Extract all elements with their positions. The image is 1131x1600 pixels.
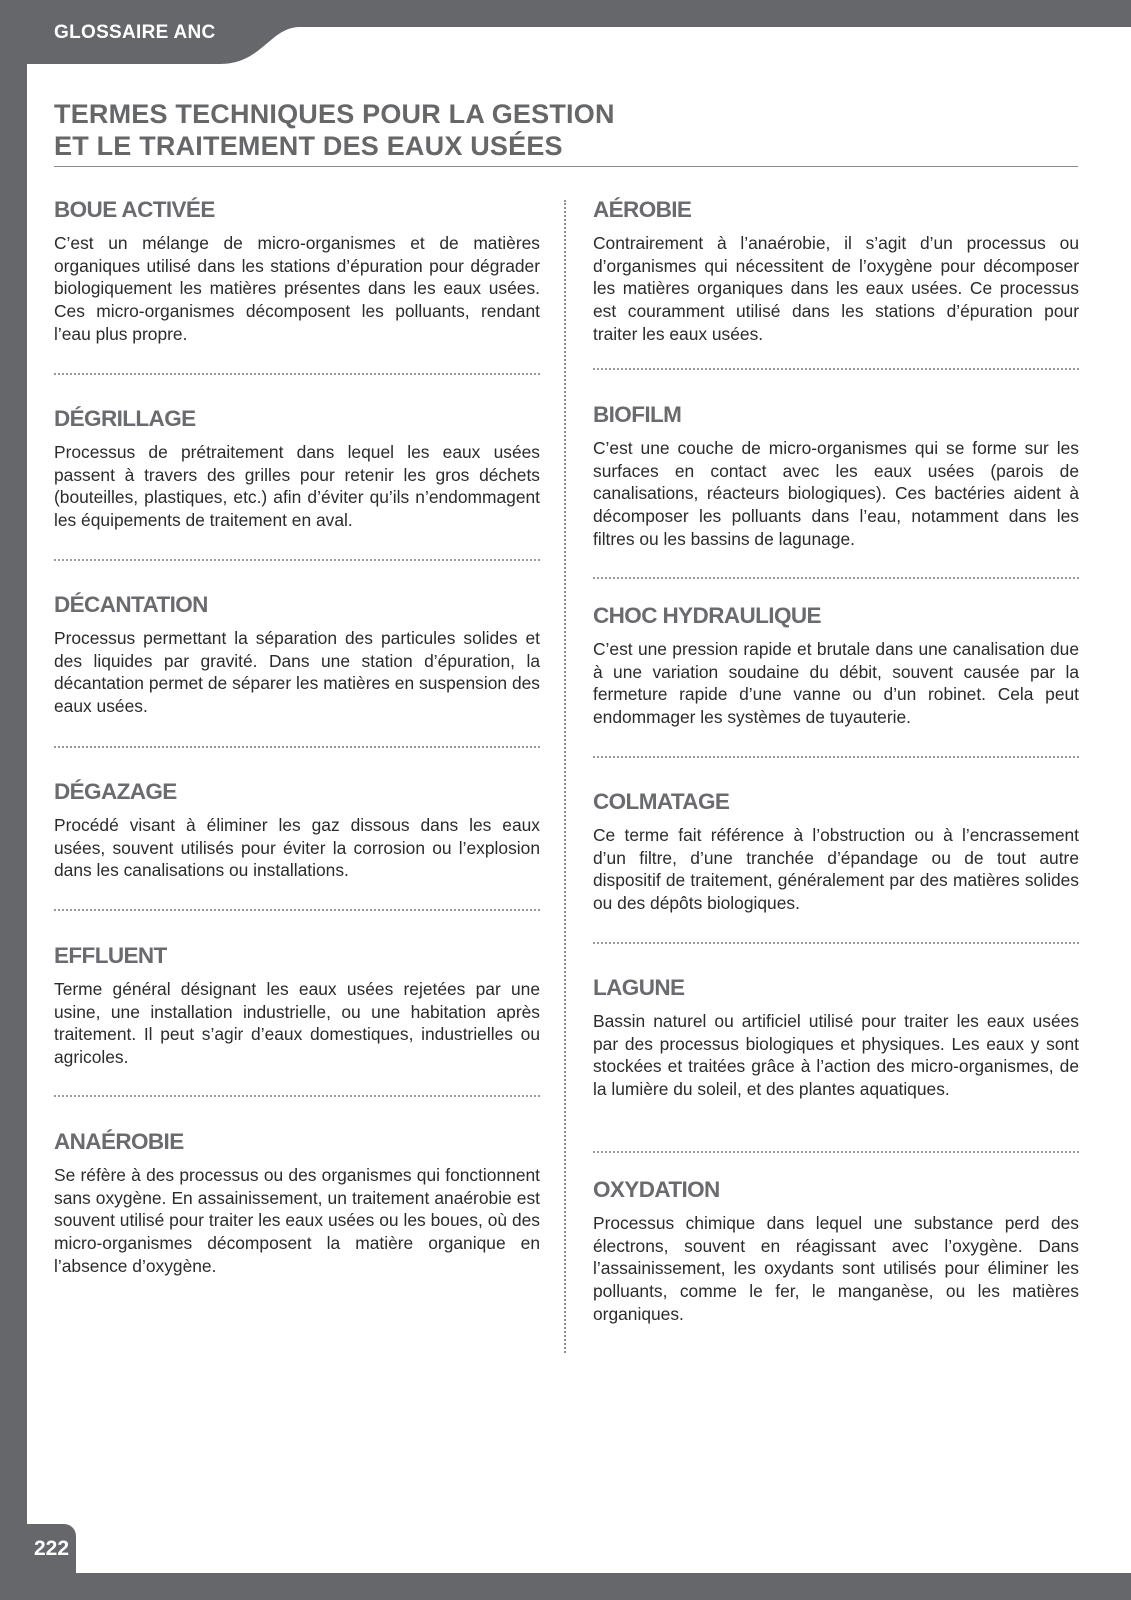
glossary-term: ANAÉROBIE: [54, 1129, 184, 1154]
page-title-line-1: TERMES TECHNIQUES POUR LA GESTION: [54, 99, 615, 129]
glossary-term: DÉGAZAGE: [54, 779, 177, 804]
glossary-term: OXYDATION: [593, 1177, 720, 1202]
entry-separator: [593, 1151, 1079, 1153]
glossary-definition: Se réfère à des processus ou des organismes qui fonctionnent sans oxygène. En assainissement, un traitement anaérobie est souvent utilisé pour traiter les eaux usées ou les boues, où des micro-organismes décomposent la matière organique en l’absence d’oxygène.: [54, 1165, 540, 1276]
glossary-term: AÉROBIE: [593, 197, 692, 222]
glossary-entry-effluent: [54, 942, 540, 1069]
glossary-definition: Processus chimique dans lequel une substance perd des électrons, souvent en réagissant avec l’oxygène. Dans l’assainissement, les oxydants sont utilisés pour éliminer les polluants, comme le fer, le manganèse, ou les matières organiques.: [593, 1213, 1079, 1324]
glossary-definition: Processus de prétraitement dans lequel les eaux usées passent à travers des grilles pour retenir les gros déchets (bouteilles, plastiques, etc.) afin d’éviter qu’ils n’endommagent les équipements de traitement en aval.: [54, 442, 540, 531]
entry-separator: [593, 756, 1079, 758]
glossary-definition: C’est un mélange de micro-organismes et de matières organiques utilisé dans les stations d’épuration pour dégrader biologiquement les matières présentes dans les eaux usées. Ces micro-organismes décomposent les polluants, rendant l’eau plus propre.: [54, 233, 540, 344]
glossary-entry-anaerobie: [54, 1128, 540, 1278]
glossary-term: CHOC HYDRAULIQUE: [593, 603, 821, 628]
entry-separator: [593, 577, 1079, 579]
glossary-definition: C’est une pression rapide et brutale dans une canalisation due à une variation soudaine du débit, souvent causée par la fermeture rapide d’une vanne ou d’un robinet. Cela peut endommager les systèmes de tuyauterie.: [593, 639, 1079, 728]
entry-separator: [593, 942, 1079, 944]
glossary-term: BOUE ACTIVÉE: [54, 197, 215, 222]
entry-separator: [54, 373, 540, 375]
glossary-term: DÉCANTATION: [54, 592, 208, 617]
entry-separator: [54, 559, 540, 561]
bottom-frame-bar: [0, 1573, 1131, 1600]
left-frame-bar: [0, 0, 27, 1600]
glossary-entry-aerobie: [593, 196, 1079, 346]
glossary-definition: Procédé visant à éliminer les gaz dissous dans les eaux usées, souvent utilisés pour éviter la corrosion ou l’explosion dans les canalisations ou installations.: [54, 815, 540, 881]
entry-separator: [593, 368, 1079, 370]
glossary-entry-oxydation: [593, 1176, 1079, 1326]
glossary-entry-choc-hydraulique: [593, 602, 1079, 729]
entry-separator: [54, 1095, 540, 1097]
glossary-entry-colmatage: [593, 788, 1079, 915]
glossary-term: EFFLUENT: [54, 943, 167, 968]
column-divider: [564, 200, 566, 1353]
glossary-term: LAGUNE: [593, 975, 685, 1000]
glossary-term: COLMATAGE: [593, 789, 730, 814]
glossary-definition: C’est une couche de micro-organismes qui se forme sur les surfaces en contact avec les eaux usées (parois de canalisations, réacteurs biologiques). Ces bactéries aident à décomposer les polluants dans l’eau, notamment dans les filtres ou les bassins de lagunage.: [593, 438, 1079, 549]
page-title-line-2: ET LE TRAITEMENT DES EAUX USÉES: [54, 131, 563, 161]
glossary-entry-degazage: [54, 778, 540, 882]
glossary-entry-boue-activee: [54, 196, 540, 346]
glossary-definition: Contrairement à l’anaérobie, il s’agit d’un processus ou d’organismes qui nécessitent de l’oxygène pour décomposer les matières organiques dans les eaux usées. Ce processus est couramment utilisé dans les stations d’épuration pour traiter les eaux usées.: [593, 233, 1079, 344]
glossary-definition: Bassin naturel ou artificiel utilisé pour traiter les eaux usées par des processus biologiques et physiques. Les eaux y sont stockées et traitées grâce à l’action des micro-organismes, de la lumière du soleil, et des plantes aquatiques.: [593, 1011, 1079, 1100]
glossary-definition: Terme général désignant les eaux usées rejetées par une usine, une installation industrielle, ou une habitation après traitement. Il peut s’agir d’eaux domestiques, industrielles ou agricoles.: [54, 979, 540, 1068]
glossary-term: DÉGRILLAGE: [54, 406, 196, 431]
page-number: 222: [27, 1524, 76, 1574]
glossary-definition: Processus permettant la séparation des particules solides et des liquides par gravité. Dans une station d’épuration, la décantation permet de séparer les matières en suspension des eaux usées.: [54, 628, 540, 717]
glossary-entry-degrillage: [54, 405, 540, 532]
page-title: [54, 98, 1078, 162]
entry-separator: [54, 909, 540, 911]
glossary-term: BIOFILM: [593, 402, 682, 427]
section-label: GLOSSAIRE ANC: [54, 22, 216, 43]
glossary-entry-biofilm: [593, 401, 1079, 551]
glossary-entry-decantation: [54, 591, 540, 718]
title-divider: [54, 166, 1078, 167]
glossary-entry-lagune: [593, 974, 1079, 1101]
entry-separator: [54, 746, 540, 748]
glossary-definition: Ce terme fait référence à l’obstruction ou à l’encrassement d’un filtre, d’une tranchée d’épandage ou de tout autre dispositif de traitement, généralement par des matières solides ou des dépôts biologiques.: [593, 825, 1079, 914]
